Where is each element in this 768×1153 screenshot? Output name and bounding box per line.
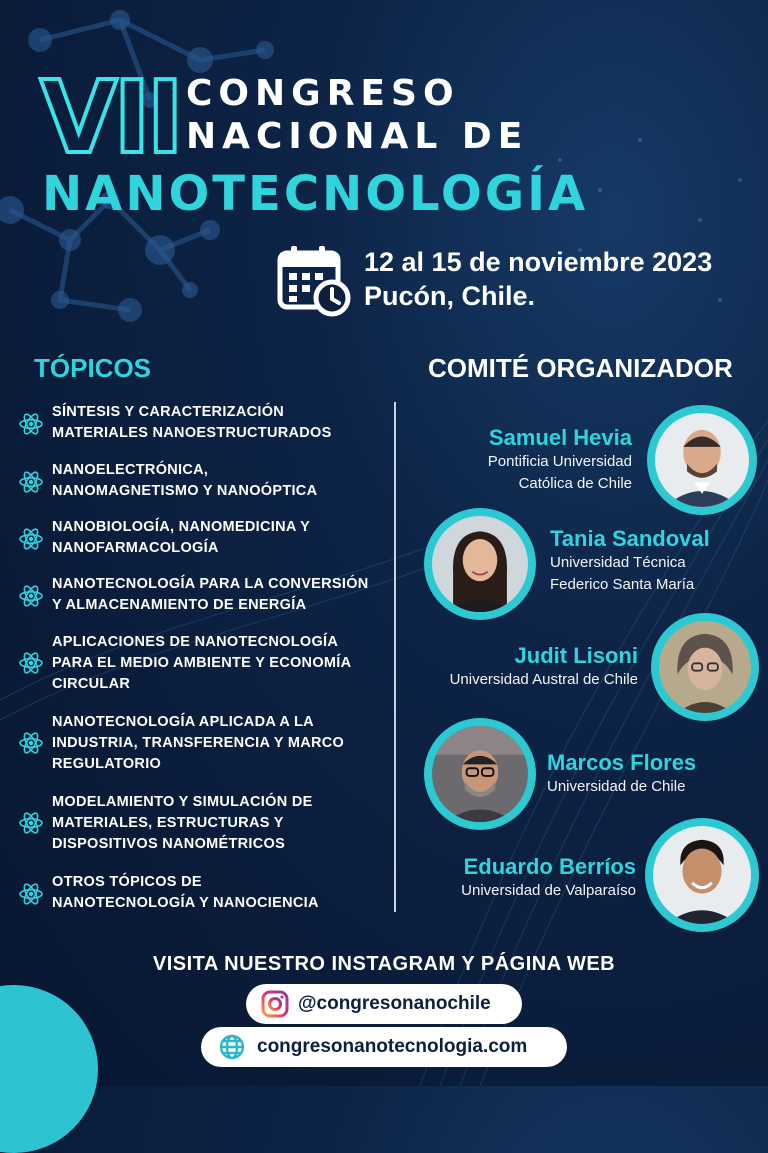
member-institution-line1: Universidad Técnica	[550, 554, 686, 571]
atom-icon	[18, 583, 44, 609]
visit-heading: VISITA NUESTRO INSTAGRAM Y PÁGINA WEB	[152, 953, 616, 975]
topic-item	[18, 517, 390, 559]
column-divider	[394, 402, 396, 912]
title-line-2: NACIONAL DE	[186, 116, 529, 157]
topic-line: NANOTECNOLOGÍA Y NANOCIENCIA	[52, 895, 319, 911]
topic-line: APLICACIONES DE NANOTECNOLOGÍA	[52, 634, 339, 650]
edition-roman-numeral: VII	[40, 59, 180, 176]
topic-text	[52, 632, 351, 695]
event-info	[364, 245, 712, 313]
topic-line: NANOBIOLOGÍA, NANOMEDICINA Y	[52, 519, 311, 535]
portrait-image	[432, 516, 528, 612]
portrait-image	[655, 413, 749, 507]
calendar-clock-icon	[276, 243, 352, 317]
member-name: Tania Sandoval	[550, 526, 710, 551]
member-marcos-flores	[547, 750, 696, 798]
topic-line: DISPOSITIVOS NANOMÉTRICOS	[52, 836, 286, 852]
member-institution-line1: Universidad Austral de Chile	[449, 671, 638, 688]
topic-line: OTROS TÓPICOS DE	[52, 874, 202, 890]
topic-item	[18, 792, 390, 855]
topic-line: INDUSTRIA, TRANSFERENCIA Y MARCO	[52, 735, 345, 751]
topic-line: NANOELECTRÓNICA,	[52, 462, 209, 478]
member-institution-line1: Pontificia Universidad	[487, 453, 632, 470]
member-name: Judit Lisoni	[514, 643, 638, 668]
topic-text	[52, 792, 313, 855]
atom-icon	[18, 469, 44, 495]
avatar-tania-sandoval	[424, 508, 536, 620]
member-tania-sandoval	[550, 526, 710, 596]
member-judit-lisoni	[450, 643, 638, 691]
portrait-image	[432, 726, 528, 822]
topic-text	[52, 517, 310, 559]
member-institution-line1: Universidad de Valparaíso	[461, 882, 636, 899]
topic-line: PARA EL MEDIO AMBIENTE Y ECONOMÍA	[52, 655, 352, 671]
topic-line: CIRCULAR	[52, 676, 131, 692]
topic-line: MODELAMIENTO Y SIMULACIÓN DE	[52, 794, 313, 810]
topic-item	[18, 574, 390, 616]
topic-line: NANOTECNOLOGÍA APLICADA A LA	[52, 714, 314, 730]
portrait-image	[653, 826, 751, 924]
topic-line: NANOFARMACOLOGÍA	[52, 540, 219, 556]
portrait-image	[659, 621, 751, 713]
topic-line: NANOTECNOLOGÍA PARA LA CONVERSIÓN	[52, 576, 369, 592]
member-institution-line2: Católica de Chile	[518, 475, 632, 492]
committee-heading: COMITÉ ORGANIZADOR	[428, 353, 733, 383]
atom-icon	[18, 411, 44, 437]
atom-icon	[18, 526, 44, 552]
member-name: Marcos Flores	[547, 750, 697, 775]
avatar-marcos-flores	[424, 718, 536, 830]
member-institution-line1: Universidad de Chile	[547, 778, 686, 795]
topic-item	[18, 460, 390, 502]
atom-icon	[18, 810, 44, 836]
topic-line: SÍNTESIS Y CARACTERIZACIÓN	[52, 404, 285, 420]
atom-icon	[18, 881, 44, 907]
topic-line: NANOMAGNETISMO Y NANOÓPTICA	[52, 483, 318, 499]
topic-item	[18, 872, 390, 914]
title-nanotecnologia: NANOTECNOLOGÍA	[42, 166, 589, 222]
member-name: Samuel Hevia	[488, 425, 632, 450]
website-url: congresonanotecnologia.com	[257, 1036, 528, 1057]
event-location: Pucón, Chile.	[364, 281, 536, 311]
member-name: Eduardo Berríos	[463, 854, 636, 879]
avatar-judit-lisoni	[651, 613, 759, 721]
topics-heading: TÓPICOS	[34, 353, 152, 383]
title-line-1: CONGRESO	[186, 73, 460, 114]
member-institution-line2: Federico Santa María	[550, 576, 695, 593]
atom-icon	[18, 730, 44, 756]
topic-text	[52, 460, 317, 502]
globe-icon	[217, 1032, 247, 1062]
topic-item	[18, 712, 390, 775]
avatar-samuel-hevia	[647, 405, 757, 515]
avatar-eduardo-berrios	[645, 818, 759, 932]
instagram-handle: @congresonanochile	[298, 993, 491, 1014]
title-lines	[186, 72, 528, 158]
topic-item	[18, 402, 390, 444]
event-dates: 12 al 15 de noviembre 2023	[364, 247, 713, 277]
instagram-icon	[260, 989, 290, 1019]
topic-text	[52, 712, 344, 775]
topic-line: MATERIALES, ESTRUCTURAS Y	[52, 815, 284, 831]
topic-text	[52, 574, 369, 616]
website-link[interactable]	[201, 1027, 567, 1067]
member-samuel-hevia	[488, 425, 632, 495]
topic-line: MATERIALES NANOESTRUCTURADOS	[52, 425, 332, 441]
atom-icon	[18, 650, 44, 676]
instagram-link[interactable]	[246, 984, 522, 1024]
topic-item	[18, 632, 390, 695]
topic-line: Y ALMACENAMIENTO DE ENERGÍA	[52, 597, 307, 613]
topic-text	[52, 402, 332, 444]
member-eduardo-berrios	[461, 854, 636, 902]
topic-text	[52, 872, 319, 914]
topic-line: REGULATORIO	[52, 756, 162, 772]
